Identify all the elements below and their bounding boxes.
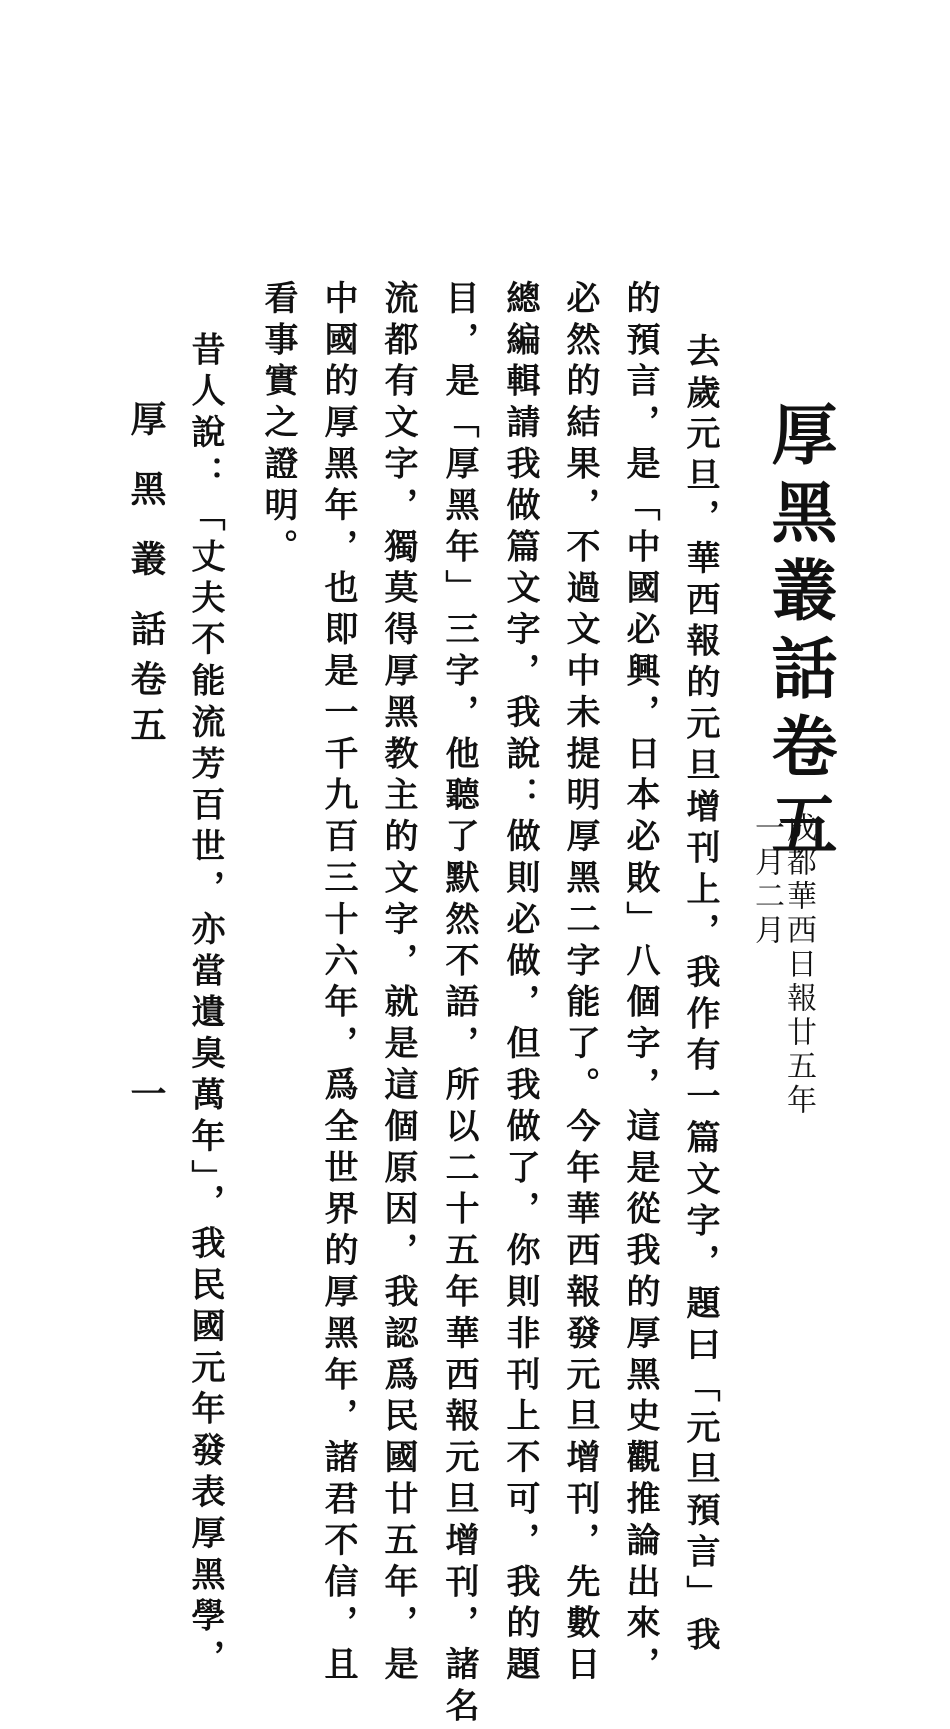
body-column-3: 必然的結果，不過文中未提明厚黑二字能了。今年華西報發元旦增刊，先數日 bbox=[560, 280, 600, 1688]
body-column-2: 的預言，是「中國必興，日本必敗」八個字，這是從我的厚黑史觀推論出來， bbox=[620, 280, 660, 1688]
body-column-9: 昔人說：「丈夫不能流芳百世，亦當遺臭萬年」，我民國元年發表厚黑學， bbox=[185, 290, 225, 1681]
body-column-6: 流都有文字，獨莫得厚黑教主的文字，就是這個原因，我認爲民國廿五年，是 bbox=[378, 280, 418, 1688]
source-note-line-1: 成都華西日報廿五年 bbox=[781, 812, 816, 1118]
body-column-8: 看事實之證明。 bbox=[258, 280, 298, 570]
body-column-4: 總編輯請我做篇文字，我說：做則必做，但我做了，你則非刊上不可，我的題 bbox=[500, 280, 540, 1688]
body-column-7: 中國的厚黑年，也即是一千九百三十六年，爲全世界的厚黑年，諸君不信，且 bbox=[318, 280, 358, 1688]
body-column-5: 目，是「厚黑年」三字，他聽了默然不語，所以二十五年華西報元旦增刊，諸名 bbox=[439, 280, 479, 1729]
chapter-title: 厚黑叢話卷五 bbox=[760, 400, 838, 868]
running-footer-volume: 卷五 bbox=[125, 660, 167, 752]
source-note-line-2: 一月二月 bbox=[749, 812, 784, 948]
page-number: 一 bbox=[125, 1075, 167, 1111]
body-column-1: 去歲元旦，華西報的元旦增刊上，我作有一篇文字，題曰「元旦預言」我 bbox=[680, 333, 720, 1658]
running-footer-title: 厚黑叢話 bbox=[125, 400, 167, 680]
